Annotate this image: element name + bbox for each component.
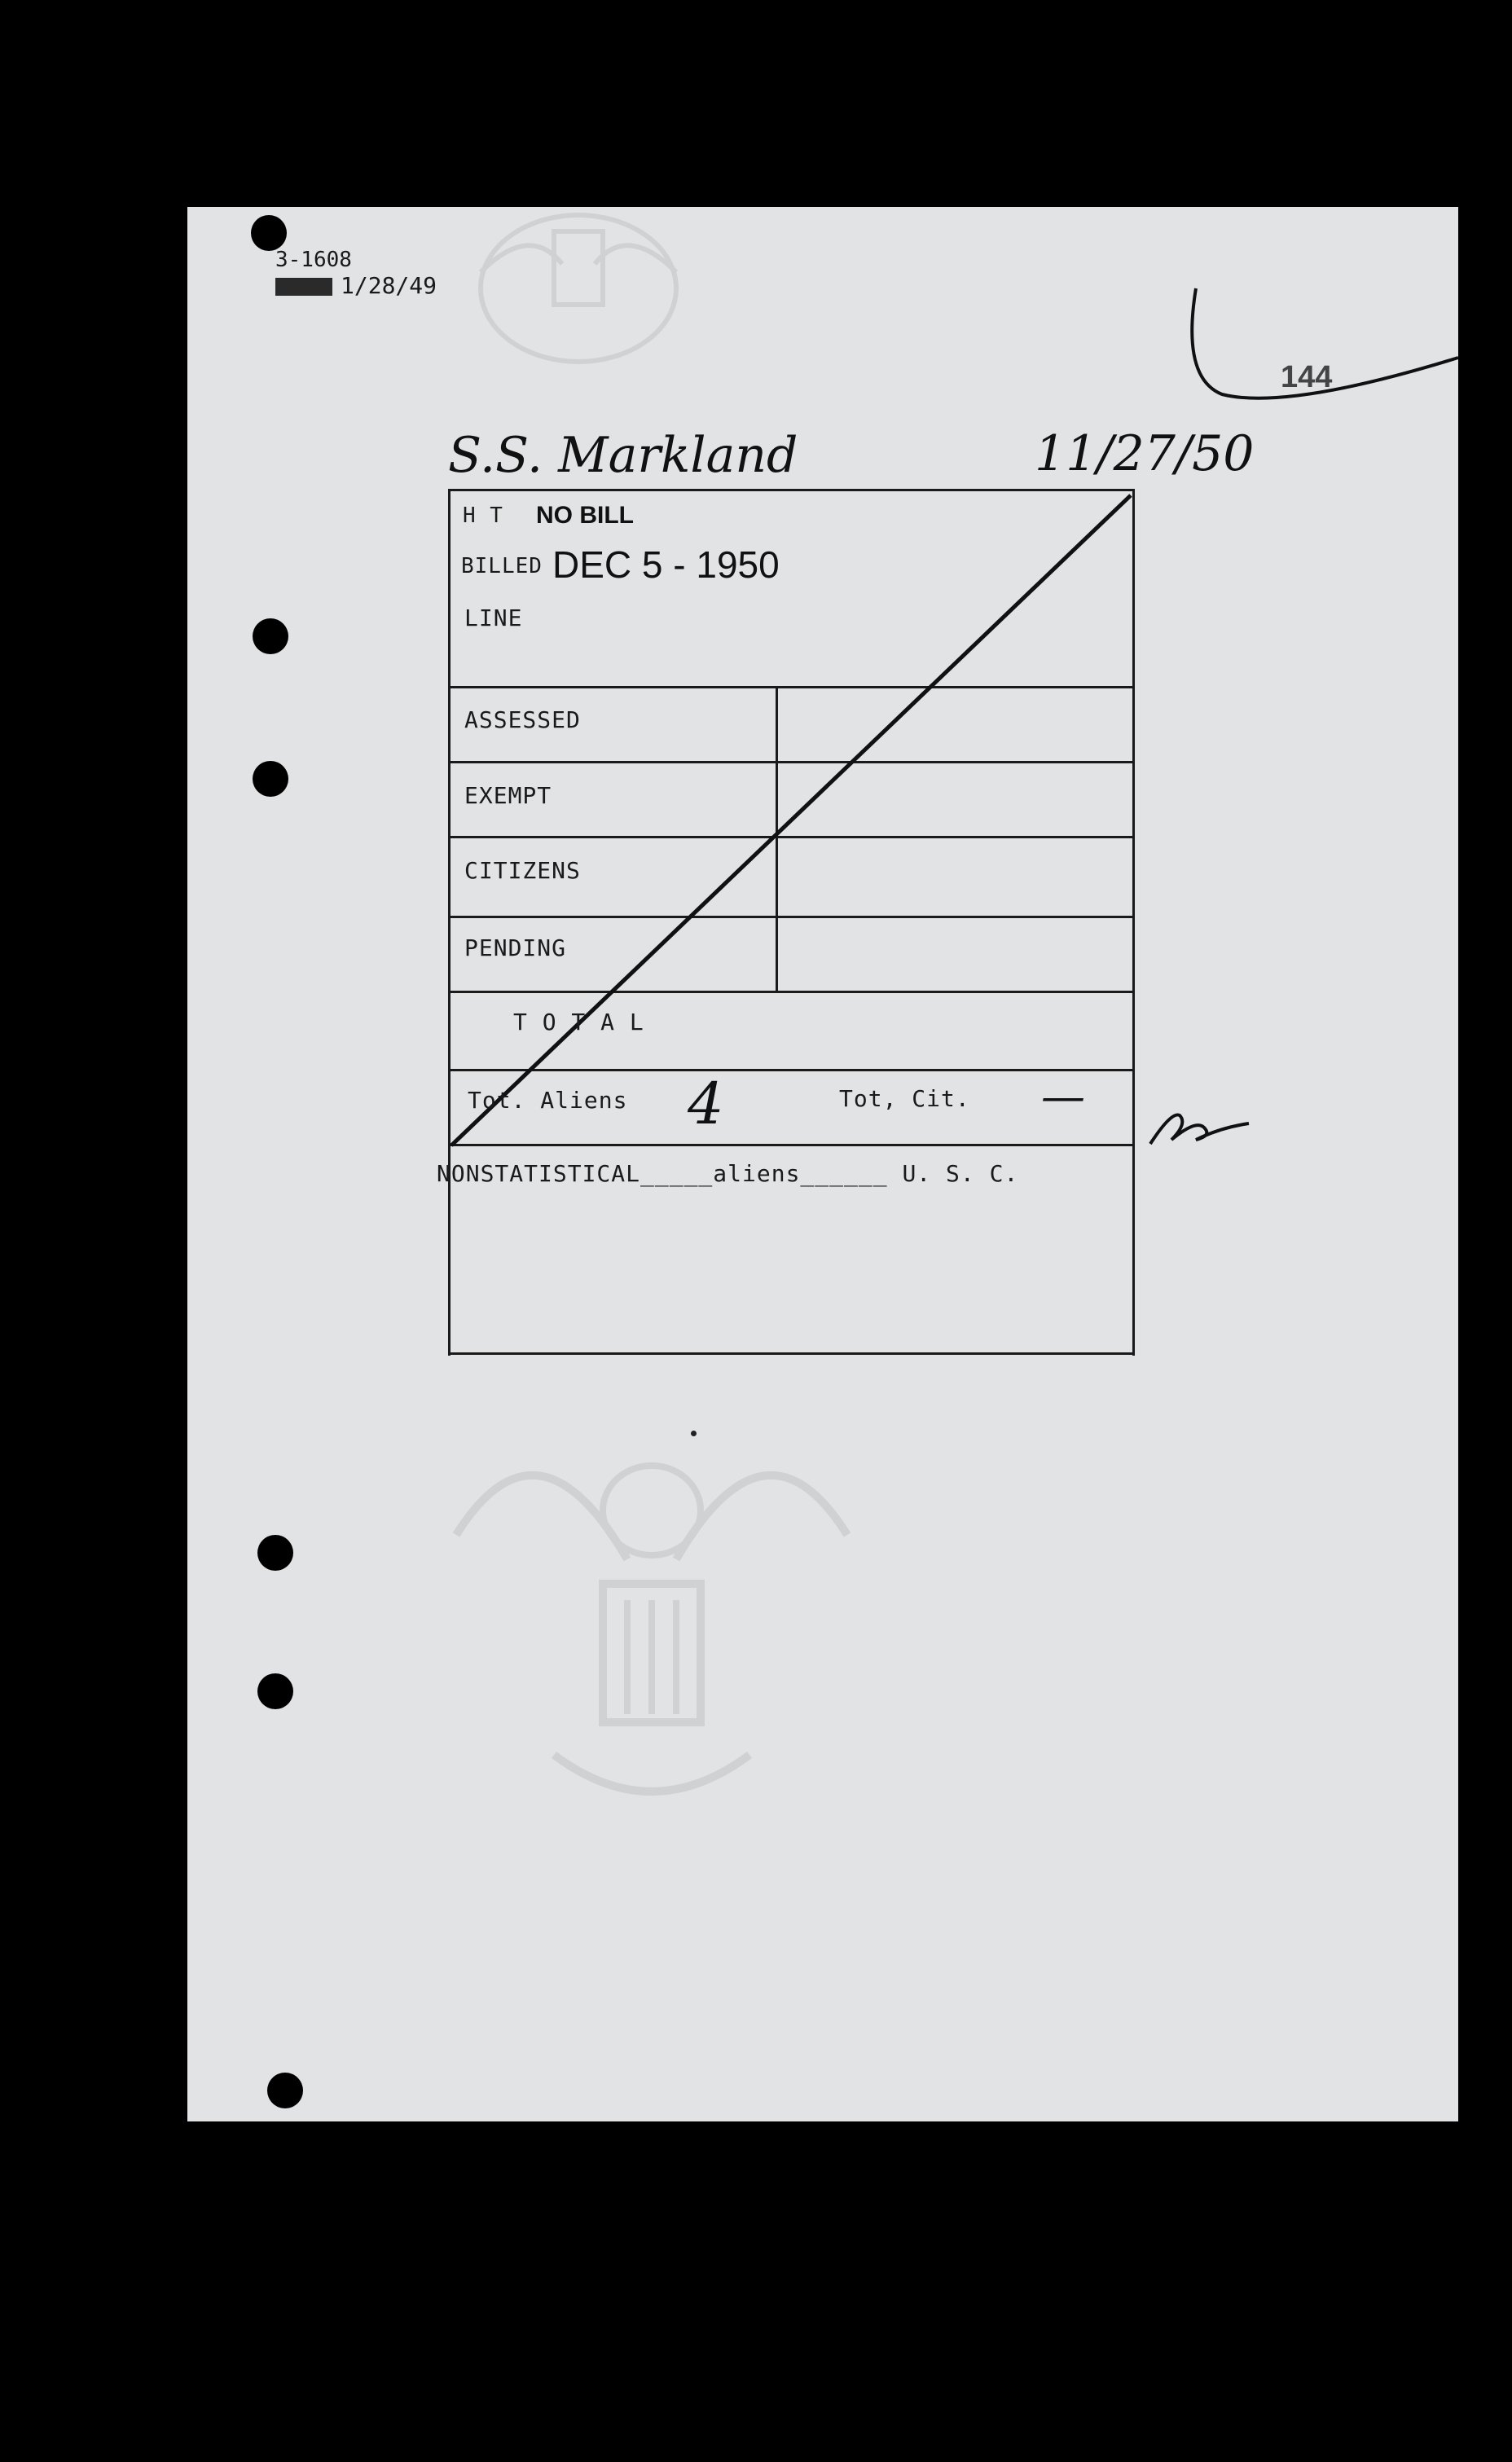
binder-hole-icon — [251, 215, 287, 251]
binder-hole-icon — [257, 1673, 293, 1709]
document-page — [187, 207, 1458, 2121]
row-assessed: ASSESSED — [464, 706, 581, 733]
file-number: 3-1608 — [275, 248, 352, 272]
binder-hole-icon — [253, 761, 288, 797]
binder-hole-icon — [253, 618, 288, 654]
binder-hole-icon — [257, 1535, 293, 1571]
billed-date-stamp: DEC 5 - 1950 — [552, 543, 780, 586]
aliens-count: 4 — [688, 1071, 724, 1137]
handwritten-date: 11/27/50 — [1035, 425, 1255, 482]
nonstatistical-line: NONSTATISTICAL_____aliens______ U. S. C. — [437, 1160, 1019, 1187]
binder-hole-icon — [267, 2073, 303, 2108]
eagle-seal-watermark-icon — [456, 199, 701, 378]
ship-name: S.S. Markland — [448, 427, 798, 484]
check-mark-icon — [1173, 280, 1466, 419]
billed-label: BILLED — [461, 554, 543, 578]
ht-label: H T — [463, 503, 503, 528]
tot-cit-label: Tot, Cit. — [839, 1085, 970, 1112]
line-label: LINE — [464, 605, 523, 631]
row-exempt: EXEMPT — [464, 782, 552, 809]
revised-date: 1/28/49 — [275, 272, 437, 299]
page-number: 144 — [1281, 360, 1333, 394]
total-label: T O T A L — [513, 1009, 644, 1035]
row-pending: PENDING — [464, 934, 567, 961]
tot-aliens-label: Tot. Aliens — [468, 1087, 628, 1114]
citizens-count: — — [1041, 1071, 1085, 1122]
row-citizens: CITIZENS — [464, 857, 581, 884]
no-bill-stamp: NO BILL — [536, 502, 634, 529]
eagle-seal-watermark-icon — [440, 1372, 864, 1828]
initials-mark — [1147, 1103, 1253, 1152]
paper-speck — [691, 1431, 697, 1436]
diagonal-cancel-line — [448, 489, 1135, 1149]
